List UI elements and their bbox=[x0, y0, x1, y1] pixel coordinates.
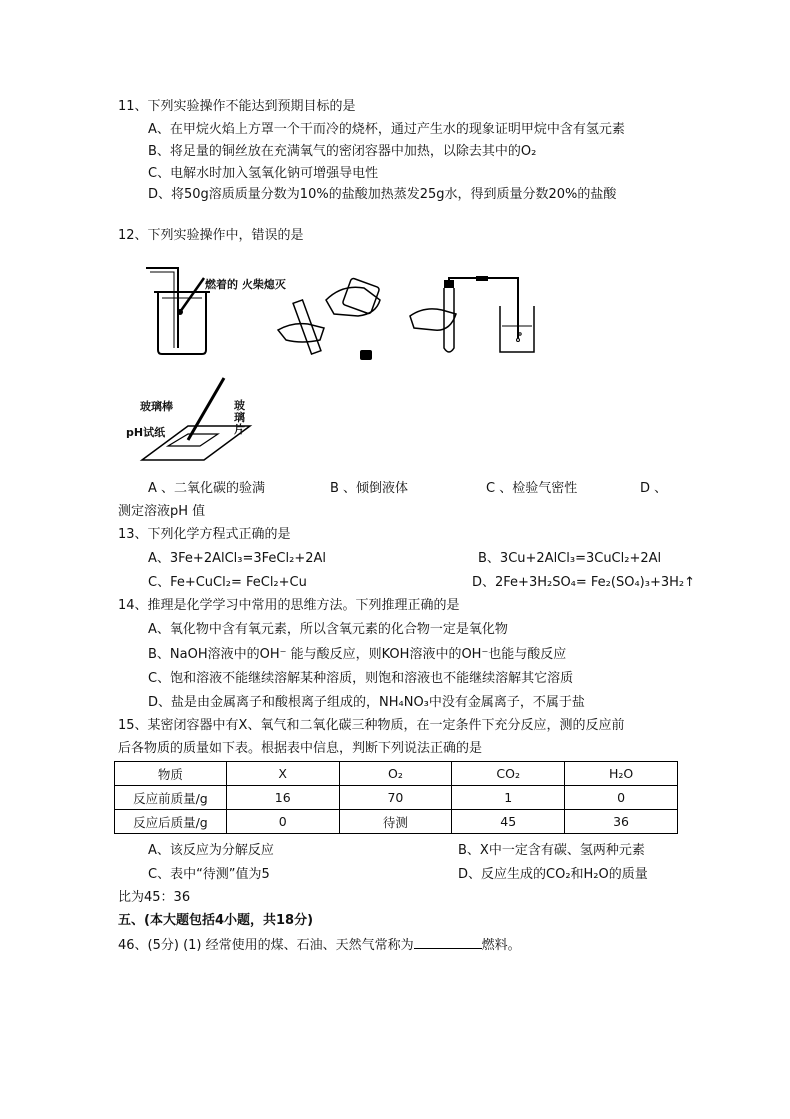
q12-option-c: C 、检验气密性 bbox=[486, 481, 578, 496]
table-cell: 16 bbox=[226, 786, 339, 810]
airtightness-check-figure bbox=[406, 276, 538, 360]
q11-stem: 11、下列实验操作不能达到预期目标的是 bbox=[118, 99, 356, 114]
q12-option-b: B 、倾倒液体 bbox=[330, 481, 409, 496]
q46-line bbox=[118, 936, 521, 955]
table-cell: 45 bbox=[452, 810, 565, 834]
q12-option-d-prefix: D 、 bbox=[640, 481, 668, 496]
q13-option-a: A、3Fe+2AlCl₃=3FeCl₂+2Al bbox=[148, 551, 326, 566]
q15-option-b: B、X中一定含有碳、氢两种元素 bbox=[458, 843, 645, 858]
q15-option-c: C、表中“待测”值为5 bbox=[148, 867, 270, 882]
q11-option-c: C、电解水时加入氢氧化钠可增强导电性 bbox=[148, 166, 379, 181]
table-cell: 1 bbox=[452, 786, 565, 810]
table-cell: 70 bbox=[339, 786, 452, 810]
q13-option-b: B、3Cu+2AlCl₃=3CuCl₂+2Al bbox=[478, 551, 662, 566]
table-cell: 待测 bbox=[339, 810, 452, 834]
table-cell: 36 bbox=[565, 810, 678, 834]
q15-option-a: A、该反应为分解反应 bbox=[148, 843, 274, 858]
table-header-cell: O₂ bbox=[339, 762, 452, 786]
q15-option-d-cont: 比为45：36 bbox=[118, 890, 191, 905]
glass-rod-label: 玻璃棒 bbox=[140, 400, 173, 413]
glass-slide-label: 玻璃片 bbox=[234, 399, 245, 436]
q12-option-d-text: 测定溶液pH 值 bbox=[118, 504, 206, 519]
q46-suffix: 燃料。 bbox=[481, 938, 521, 953]
table-header-row bbox=[115, 762, 678, 786]
fig-a-caption: 燃着的 火柴熄灭 bbox=[205, 278, 286, 291]
mass-table bbox=[114, 761, 678, 834]
answer-blank bbox=[414, 936, 482, 949]
table-header-cell: 物质 bbox=[115, 762, 227, 786]
q13-option-d: D、2Fe+3H₂SO₄= Fe₂(SO₄)₃+3H₂↑ bbox=[472, 575, 695, 590]
q15-stem-line1: 15、某密闭容器中有X、氧气和二氧化碳三种物质，在一定条件下充分反应，测的反应前 bbox=[118, 718, 625, 733]
table-header-cell: H₂O bbox=[565, 762, 678, 786]
table-header-cell: CO₂ bbox=[452, 762, 565, 786]
section-five-title: 五、(本大题包括4小题，共18分) bbox=[118, 913, 314, 928]
q15-stem-line2: 后各物质的质量如下表。根据表中信息，判断下列说法正确的是 bbox=[118, 741, 483, 756]
q12-option-a: A 、二氧化碳的验满 bbox=[148, 481, 266, 496]
q11-option-d: D、将50g溶质质量分数为10%的盐酸加热蒸发25g水，得到质量分数20%的盐酸 bbox=[148, 187, 617, 202]
q46-prefix: 46、(5分) (1) 经常使用的煤、石油、天然气常称为 bbox=[118, 938, 414, 953]
q11-option-a: A、在甲烷火焰上方罩一个干而冷的烧杯，通过产生水的现象证明甲烷中含有氢元素 bbox=[148, 122, 625, 137]
table-header-cell: X bbox=[226, 762, 339, 786]
q12-stem: 12、下列实验操作中，错误的是 bbox=[118, 228, 304, 243]
table-cell: 0 bbox=[565, 786, 678, 810]
q14-option-b: B、NaOH溶液中的OH⁻ 能与酸反应，则KOH溶液中的OH⁻也能与酸反应 bbox=[148, 647, 567, 662]
table-cell: 反应后质量/g bbox=[115, 810, 227, 834]
q15-option-d: D、反应生成的CO₂和H₂O的质量 bbox=[458, 867, 648, 882]
ph-paper-label: pH试纸 bbox=[126, 426, 166, 439]
pouring-liquid-figure bbox=[272, 270, 387, 368]
table-cell: 0 bbox=[226, 810, 339, 834]
q14-option-c: C、饱和溶液不能继续溶解某种溶质，则饱和溶液也不能继续溶解其它溶质 bbox=[148, 671, 574, 686]
q13-option-c: C、Fe+CuCl₂= FeCl₂+Cu bbox=[148, 575, 307, 590]
q14-option-a: A、氧化物中含有氧元素，所以含氧元素的化合物一定是氧化物 bbox=[148, 622, 508, 637]
table-cell: 反应前质量/g bbox=[115, 786, 227, 810]
table-row bbox=[115, 810, 678, 834]
q13-stem: 13、下列化学方程式正确的是 bbox=[118, 527, 291, 542]
q11-option-b: B、将足量的铜丝放在充满氧气的密闭容器中加热，以除去其中的O₂ bbox=[148, 144, 537, 159]
q14-option-d: D、盐是由金属离子和酸根离子组成的，NH₄NO₃中没有金属离子，不属于盐 bbox=[148, 695, 585, 710]
q14-stem: 14、推理是化学学习中常用的思维方法。下列推理正确的是 bbox=[118, 598, 460, 613]
table-row bbox=[115, 786, 678, 810]
